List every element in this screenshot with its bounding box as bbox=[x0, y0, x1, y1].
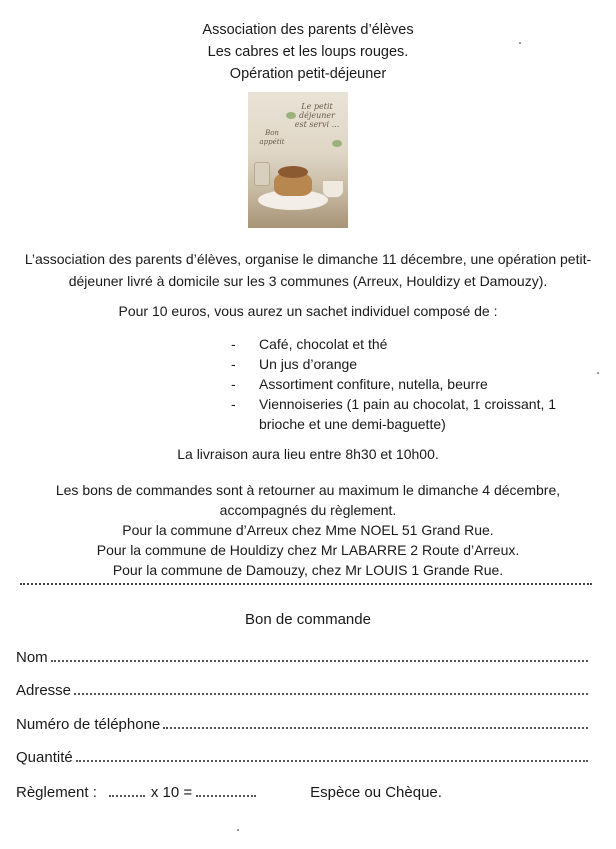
returns-deadline: Les bons de commandes sont à retourner au maximum le dimanche 4 décembre, bbox=[55, 482, 561, 498]
price-text: Pour 10 euros, vous aurez un sachet individuel composé de : bbox=[118, 303, 498, 319]
operation-title: Opération petit-déjeuner bbox=[229, 66, 387, 82]
leaf-icon bbox=[332, 140, 342, 147]
scan-speck bbox=[597, 372, 599, 374]
quantity-field[interactable] bbox=[16, 744, 588, 766]
list-item-text: Café, chocolat et thé bbox=[259, 336, 388, 352]
delivery-text: La livraison aura lieu entre 8h30 et 10h00. bbox=[177, 446, 439, 462]
phone-label: Numéro de téléphone bbox=[16, 716, 161, 733]
quantity-label: Quantité bbox=[16, 749, 73, 766]
list-item bbox=[231, 374, 561, 394]
contents-list bbox=[231, 334, 561, 434]
address-field[interactable] bbox=[16, 677, 588, 699]
payment-methods: Espèce ou Chèque. bbox=[310, 784, 442, 801]
scan-speck bbox=[237, 829, 239, 831]
cup-icon bbox=[322, 180, 344, 198]
list-item bbox=[231, 354, 561, 374]
list-item-text: Un jus d’orange bbox=[259, 356, 358, 372]
address-label: Adresse bbox=[16, 682, 72, 699]
scan-speck bbox=[519, 42, 521, 44]
phone-field[interactable] bbox=[16, 711, 588, 733]
name-field[interactable] bbox=[16, 644, 588, 666]
list-dash: - bbox=[231, 336, 236, 352]
quantity-fill-short[interactable] bbox=[109, 795, 145, 797]
list-item bbox=[231, 334, 561, 354]
payment-label: Règlement : bbox=[16, 784, 97, 801]
payment-row bbox=[16, 779, 442, 801]
phone-fill-line[interactable] bbox=[163, 727, 588, 729]
total-fill-line[interactable] bbox=[196, 795, 256, 797]
intro-paragraph: L’association des parents d’élèves, organise le dimanche 11 décembre, une opération petit-déjeuner livré à domicile sur les 3 communes (Arreux, Houldizy et Damouzy). bbox=[24, 251, 592, 289]
returns-info bbox=[20, 480, 596, 580]
breakfast-photo bbox=[248, 92, 348, 228]
quantity-fill-line[interactable] bbox=[76, 760, 588, 762]
pastry-top-icon bbox=[278, 166, 308, 178]
returns-damouzy: Pour la commune de Damouzy, chez Mr LOUIS 1 Grande Rue. bbox=[112, 562, 504, 578]
association-name: Association des parents d’élèves bbox=[202, 22, 414, 38]
list-dash: - bbox=[231, 396, 236, 412]
name-label: Nom bbox=[16, 649, 48, 666]
jam-jar-icon bbox=[254, 162, 270, 186]
header bbox=[0, 19, 616, 85]
returns-arreux: Pour la commune d’Arreux chez Mme NOEL 51 Grand Rue. bbox=[122, 522, 494, 538]
list-item bbox=[231, 394, 561, 434]
name-fill-line[interactable] bbox=[51, 660, 588, 662]
list-item-text: Viennoiseries (1 pain au chocolat, 1 croissant, 1 brioche et une demi-baguette) bbox=[259, 396, 557, 432]
list-dash: - bbox=[231, 356, 236, 372]
returns-payment: accompagnés du règlement. bbox=[219, 502, 397, 518]
photo-caption-small: Bon appétit bbox=[259, 129, 285, 146]
form-title: Bon de commande bbox=[245, 611, 371, 628]
leaf-icon bbox=[286, 112, 296, 119]
school-name: Les cabres et les loups rouges. bbox=[207, 44, 409, 60]
photo-caption-main: Le petit déjeuner est servi ... bbox=[294, 102, 340, 129]
address-fill-line[interactable] bbox=[74, 693, 588, 695]
cut-line-divider bbox=[20, 583, 592, 585]
payment-multiplier: x 10 = bbox=[150, 784, 193, 801]
list-item-text: Assortiment confiture, nutella, beurre bbox=[259, 376, 488, 392]
list-dash: - bbox=[231, 376, 236, 392]
returns-houldizy: Pour la commune de Houldizy chez Mr LABARRE 2 Route d’Arreux. bbox=[96, 542, 520, 558]
